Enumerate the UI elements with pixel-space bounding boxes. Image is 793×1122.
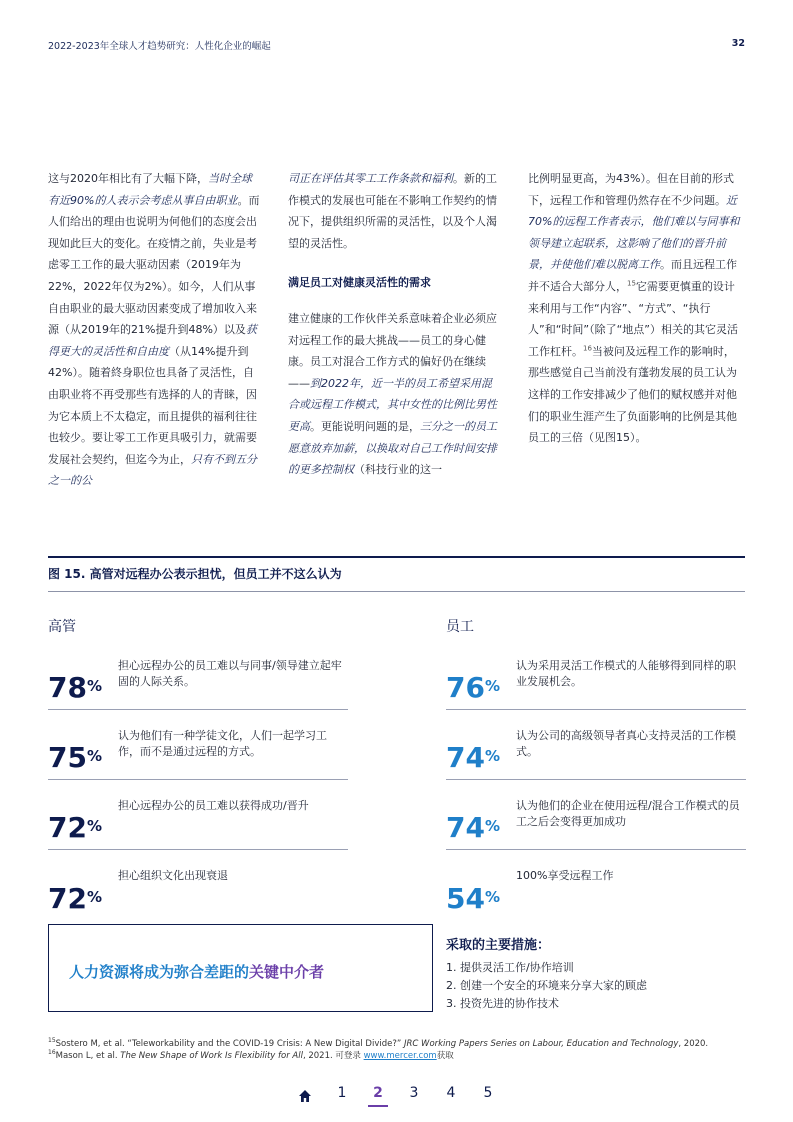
text-run: 。更能说明问题的是， xyxy=(310,419,420,433)
text-run: 比例明显更高，为43%）。但在目前的形式下，远程工作和管理仍然存在不少问题。 xyxy=(528,172,734,207)
page-link-2[interactable]: 2 xyxy=(368,1085,388,1101)
list-item: 3. 投资先进的协作技术 xyxy=(446,997,559,1010)
stat-percent: 54% xyxy=(446,882,500,915)
page-link-4[interactable]: 4 xyxy=(446,1085,456,1101)
paragraph xyxy=(288,168,502,254)
group-label: 高管 xyxy=(48,619,76,635)
page-header xyxy=(48,38,745,52)
text-run: 它需要更慎重的设计来利用与工作“内容”、“方式”、“执行人”和“时间”（除了“地点”）相关的其它灵活工作杠杆。 xyxy=(528,279,738,358)
text-column-2 xyxy=(288,168,502,481)
paragraph xyxy=(288,308,502,481)
stat-percent: 78% xyxy=(48,671,102,704)
footnote-ref[interactable]: 16 xyxy=(583,344,592,353)
text-run: 。新的工作模式的发展也可能在不影响工作契约的情况下，提供组织所需的灵活性，以及个人渴望的灵活性。 xyxy=(288,172,497,250)
stat-row xyxy=(446,850,746,920)
list-item: 1. 提供灵活工作/协作培训 xyxy=(446,961,574,974)
stat-row xyxy=(446,710,746,780)
text-run: （从14%提升到42%）。随着終身职位也具备了灵活性，自由职业将不再受那些有选择的人的青睐，因为它本质上不太稳定，而且提供的福利往往也较少。要让零工工作更具吸引力，就需要发展社会契约，但迄今为止， xyxy=(48,344,257,466)
stat-percent: 72% xyxy=(48,811,102,844)
emphasis-text: 获得更大的灵活性和自由度 xyxy=(48,323,257,358)
emphasis-text: 只有不到五分之一的公 xyxy=(48,452,257,488)
text-run: 这与2020年相比有了大幅下降， xyxy=(48,172,208,185)
text-column-3 xyxy=(528,168,742,449)
page-number: 32 xyxy=(731,38,745,49)
mercer-link[interactable]: www.mercer.com xyxy=(363,1051,437,1061)
emphasis-text: 近70%的远程工作者表示，他们难以与同事和领导建立起联系，这影响了他们的晋升前景，并使他们难以脱离工作 xyxy=(528,193,740,272)
emphasis-text: 当时全球有近90%的人表示会考虑从事自由职业 xyxy=(48,172,252,207)
stat-row xyxy=(446,640,746,710)
employees-stats xyxy=(446,616,746,920)
callout-text: 人力资源将成为弥合差距的关键中介者 xyxy=(69,963,325,981)
footnote: $^{15}$Sostero M, et al. “Teleworkability and the COVID-19 Crisis: A New Digital Divide?” JRC Working Papers Series on Labour, Education and Technology, 2020. xyxy=(48,1037,709,1049)
stat-percent: 74% xyxy=(446,811,500,844)
stat-text: 认为采用灵活工作模式的人能够得到同样的职业发展机会。 xyxy=(516,659,736,688)
stat-row xyxy=(48,780,348,850)
paragraph xyxy=(48,168,262,492)
list-item: 2. 创建一个安全的环境来分享大家的顾虑 xyxy=(446,979,647,992)
stat-text: 担心远程办公的员工难以获得成功/晋升 xyxy=(118,799,309,812)
stat-percent: 74% xyxy=(446,741,500,774)
emphasis-text: 三分之一的员工愿意放弃加薪，以换取对自己工作时间安排的更多控制权 xyxy=(288,419,497,477)
document-title: 2022-2023年全球人才趋势研究：人性化企业的崛起 xyxy=(48,41,271,52)
stat-text: 担心组织文化出现衰退 xyxy=(118,869,228,882)
page-link-1[interactable]: 1 xyxy=(337,1085,347,1101)
emphasis-text: 司正在评估其零工工作条款和福利 xyxy=(288,172,453,185)
section-subheading: 满足员工对健康灵活性的需求 xyxy=(288,276,431,290)
callout-box xyxy=(48,924,433,1012)
stat-row xyxy=(446,780,746,850)
stat-row xyxy=(48,640,348,710)
footnote: $^{16}$Mason L, et al. The New Shape of Work Is Flexibility for All, 2021. 可登录 www.mercer.com获取 xyxy=(48,1049,454,1061)
text-run: 。而且远程工作并不适合大部分人， xyxy=(528,258,737,293)
stat-row xyxy=(48,710,348,780)
key-actions xyxy=(446,934,746,1013)
executives-stats xyxy=(48,616,348,920)
text-run: 。而人们给出的理由也说明为何他们的态度会出现如此巨大的变化。在疫情之前，失业是考虑零工工作的最大驱动因素（2019年为22%，2022年仅为2%）。如今，人们从事自由职业的最大驱动因素变成了增加收入来源（从2019年的21%提升到48%）以及 xyxy=(48,193,260,337)
stat-percent: 75% xyxy=(48,741,102,774)
stat-text: 担心远程办公的员工难以与同事/领导建立起牢固的人际关系。 xyxy=(118,659,342,688)
stat-text: 认为他们有一种学徒文化，人们一起学习工作，而不是通过远程的方式。 xyxy=(118,729,327,758)
footnote-ref[interactable]: 15 xyxy=(627,279,636,288)
figure-title: 图 15. 高管对远程办公表示担忧，但员工并不这么认为 xyxy=(48,567,342,581)
home-icon[interactable] xyxy=(298,1089,312,1103)
stat-text: 100%享受远程工作 xyxy=(516,869,614,882)
stat-percent: 72% xyxy=(48,882,102,915)
footnotes xyxy=(48,1038,748,1062)
emphasis-text: 到2022年，近一半的员工希望采用混合或远程工作模式，其中女性的比例比男性更高 xyxy=(288,376,497,433)
page-link-3[interactable]: 3 xyxy=(409,1085,419,1101)
divider xyxy=(48,591,745,592)
actions-title: 采取的主要措施： xyxy=(446,938,551,953)
text-run: （科技行业的这一 xyxy=(354,463,442,477)
page-link-5[interactable]: 5 xyxy=(483,1085,493,1101)
stat-text: 认为公司的高级领导者真心支持灵活的工作模式。 xyxy=(516,729,736,758)
figure-header xyxy=(48,556,745,592)
stat-text: 认为他们的企业在使用远程/混合工作模式的员工之后会变得更加成功 xyxy=(516,799,740,828)
stat-percent: 76% xyxy=(446,671,500,704)
body-columns xyxy=(48,168,745,528)
text-column-1 xyxy=(48,168,262,492)
group-label: 员工 xyxy=(446,619,474,635)
paragraph xyxy=(528,168,742,449)
actions-list xyxy=(446,959,746,1013)
text-run: 建立健康的工作伙伴关系意味着企业必须应对远程工作的最大挑战——员工的身心健康。员工对混合工作方式的偏好仍在继续—— xyxy=(288,311,497,390)
stat-row xyxy=(48,850,348,920)
text-run: 当被问及远程工作的影响时，那些感觉自己当前没有蓬勃发展的员工认为这样的工作安排减少了他们的赋权感并对他们的职业生涯产生了负面影响的比例是其他员工的三倍（见图15）。 xyxy=(528,344,737,445)
